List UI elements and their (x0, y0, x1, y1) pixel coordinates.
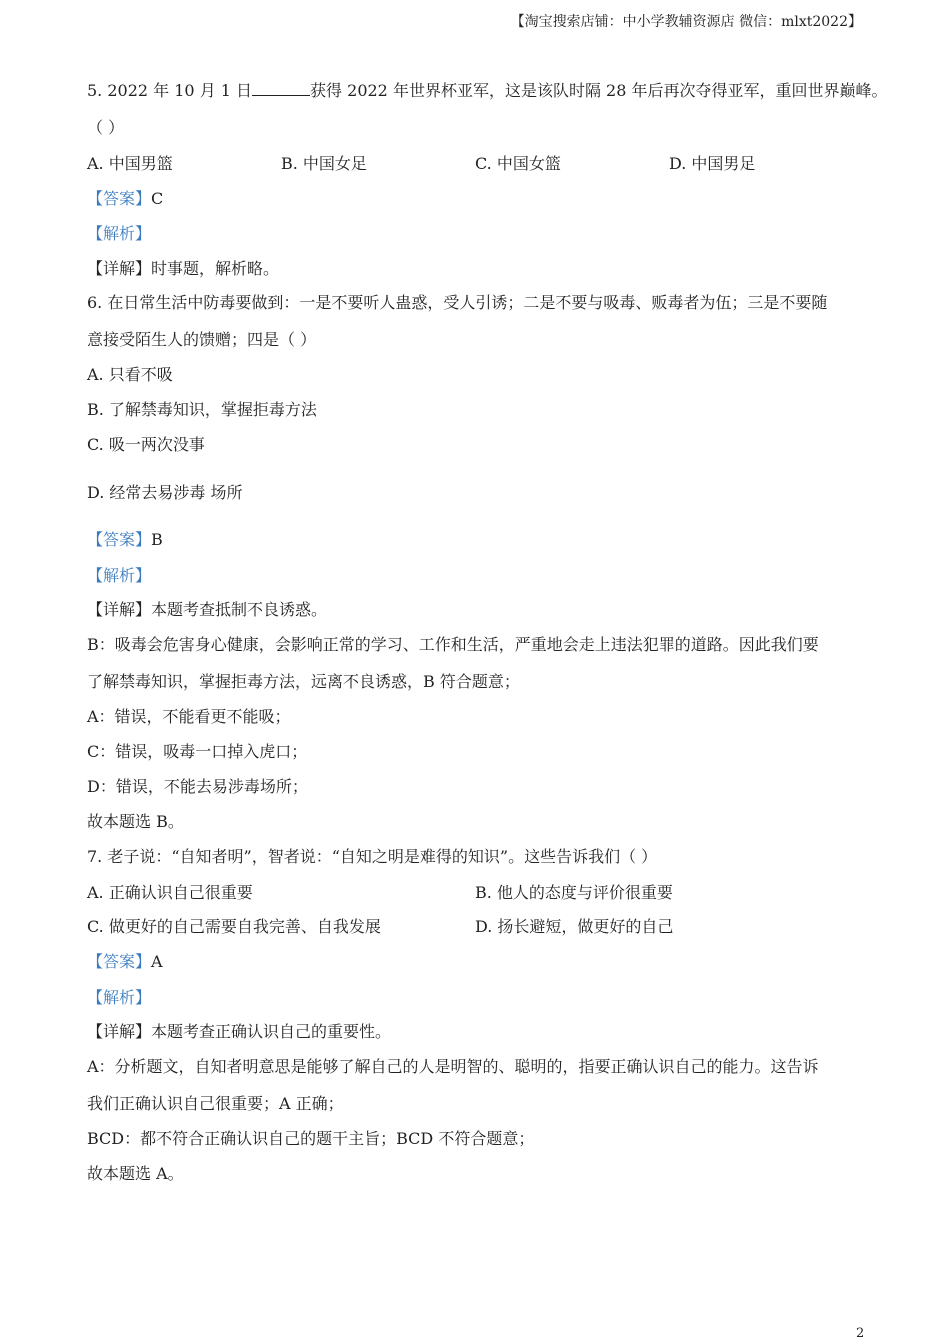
q5-option-c: C. 中国女篮 (475, 154, 561, 173)
q5-analysis-label: 【解析】 (87, 224, 152, 243)
q5-blank (252, 81, 310, 96)
q7-answer-value: A (151, 952, 163, 971)
q6-stem-line-2: 意接受陌生人的馈赠；四是（ ） (87, 330, 317, 349)
q7-option-a: A. 正确认识自己很重要 (87, 883, 253, 902)
q5-stem (87, 81, 887, 101)
q6-explanation-line-1: B：吸毒会危害身心健康，会影响正常的学习、工作和生活，严重地会走上违法犯罪的道路。因此我们要 (87, 635, 819, 654)
q7-answer (87, 952, 163, 972)
page-number: 2 (856, 1326, 865, 1341)
q5-option-a: A. 中国男篮 (87, 154, 173, 173)
q7-option-b: B. 他人的态度与评价很重要 (475, 883, 673, 902)
q7-stem: 7. 老子说：“自知者明”，智者说：“自知之明是难得的知识”。这些告诉我们（ ） (87, 847, 658, 866)
q7-conclusion: 故本题选 A。 (87, 1164, 184, 1183)
q6-stem-line-1: 6. 在日常生活中防毒要做到：一是不要听人蛊惑，受人引诱；二是不要与吸毒、贩毒者为伍；三是不要随 (87, 293, 828, 312)
q5-option-d: D. 中国男足 (669, 154, 756, 173)
q6-answer-value: B (151, 530, 163, 549)
page-header: 【淘宝搜索店铺：中小学教辅资源店 微信：mlxt2022】 (510, 14, 862, 30)
q7-explanation-line-2: 我们正确认识自己很重要；A 正确； (87, 1094, 344, 1113)
q7-option-c: C. 做更好的自己需要自我完善、自我发展 (87, 917, 381, 936)
q6-explanation-line-3: A：错误，不能看更不能吸； (87, 707, 291, 726)
q6-detail: 【详解】本题考查抵制不良诱惑。 (87, 600, 328, 619)
q6-conclusion: 故本题选 B。 (87, 812, 184, 831)
q5-option-b: B. 中国女足 (281, 154, 367, 173)
q6-option-d: D. 经常去易涉毒 场所 (87, 483, 243, 502)
q7-option-d: D. 扬长避短，做更好的自己 (475, 917, 674, 936)
q5-answer-label: 【答案】 (87, 189, 152, 208)
q6-option-c: C. 吸一两次没事 (87, 435, 205, 454)
q7-explanation-line-3: BCD：都不符合正确认识自己的题干主旨；BCD 不符合题意； (87, 1129, 535, 1148)
q6-option-a: A. 只看不吸 (87, 365, 173, 384)
q5-stem-after: 获得 2022 年世界杯亚军，这是该队时隔 28 年后再次夺得亚军，重回世界巅峰。 (310, 81, 888, 100)
q7-detail: 【详解】本题考查正确认识自己的重要性。 (87, 1022, 392, 1041)
q6-answer (87, 530, 163, 550)
q7-answer-label: 【答案】 (87, 952, 152, 971)
q6-explanation-line-4: C：错误，吸毒一口掉入虎口； (87, 742, 308, 761)
q6-option-b: B. 了解禁毒知识，掌握拒毒方法 (87, 400, 317, 419)
q5-stem-before: 5. 2022 年 10 月 1 日 (87, 81, 253, 100)
q6-analysis-label: 【解析】 (87, 566, 152, 585)
q6-explanation-line-5: D：错误，不能去易涉毒场所； (87, 777, 308, 796)
q5-detail: 【详解】时事题，解析略。 (87, 259, 280, 278)
q5-answer-value: C (151, 189, 164, 208)
q7-analysis-label: 【解析】 (87, 988, 152, 1007)
q5-paren: （ ） (87, 118, 125, 137)
q7-explanation-line-1: A：分析题文，自知者明意思是能够了解自己的人是明智的、聪明的，指要正确认识自己的能力。这告诉 (87, 1057, 819, 1076)
q6-explanation-line-2: 了解禁毒知识，掌握拒毒方法，远离不良诱惑，B 符合题意； (87, 672, 520, 691)
q6-answer-label: 【答案】 (87, 530, 152, 549)
q5-answer (87, 189, 163, 209)
